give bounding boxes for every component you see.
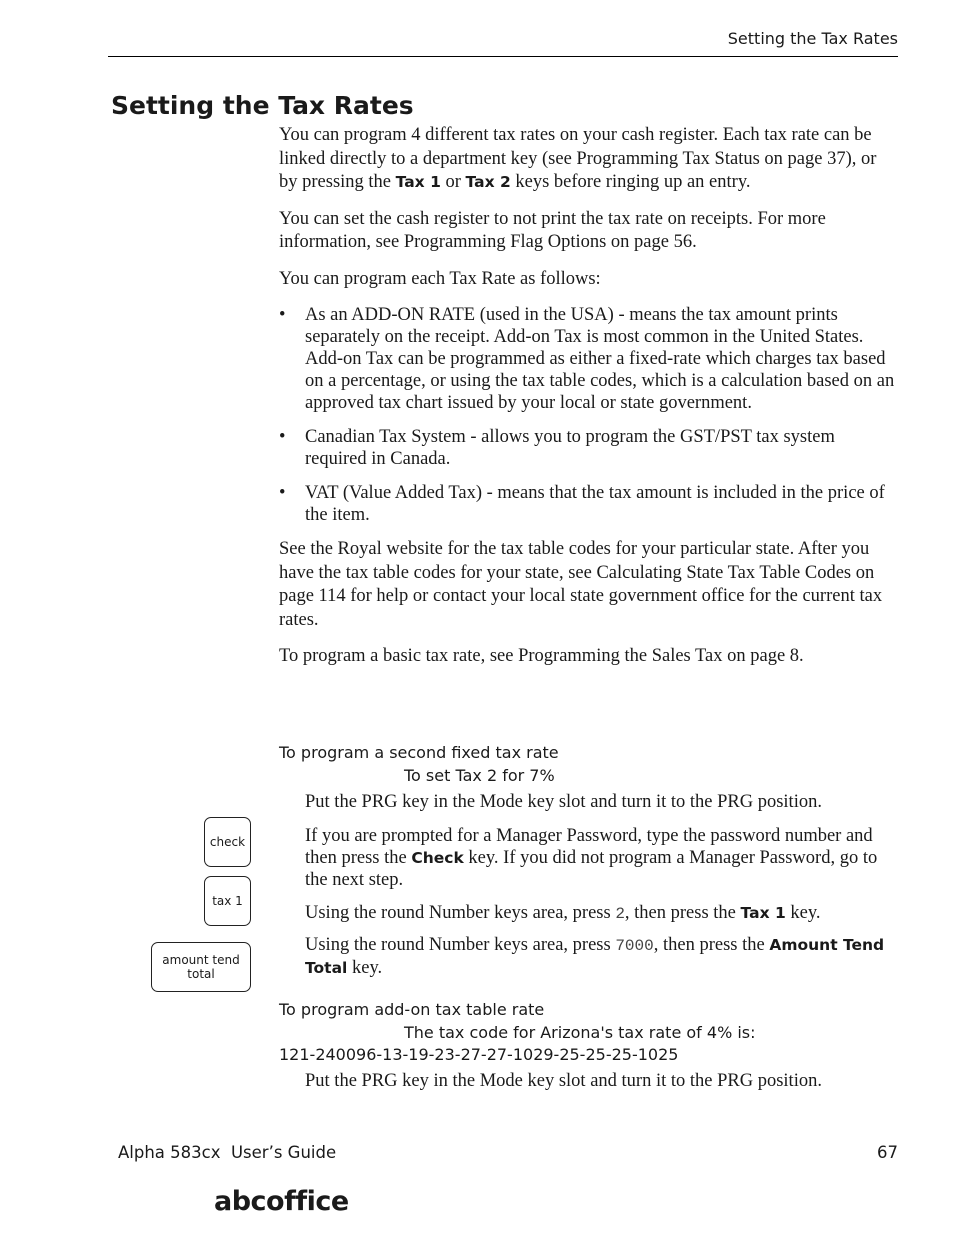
program-paragraph: You can program each Tax Rate as follows: <box>279 268 601 289</box>
step-4: Using the round Number keys area, press 7000, then press the Amount Tend Total key. <box>305 935 885 978</box>
header-rule <box>108 56 898 57</box>
key-code: 7000 <box>615 937 654 955</box>
intro-paragraph: You can program 4 different tax rates on your cash register. Each tax rate can be linked directly to a department key (see Programming Tax Status on page 37), or by pressing the Tax 1 or Tax 2 keys before ringing up an entry. <box>279 125 877 192</box>
procedure-heading: To program a second fixed tax rate <box>279 743 559 762</box>
step-1: Put the PRG key in the Mode key slot and turn it to the PRG position. <box>305 1071 822 1091</box>
website-paragraph: See the Royal website for the tax table codes for your particular state. After you have the tax table codes for your state, see Calculating State Tax Table Codes on page 114 for help or contact your local state government office for the current tax rates. <box>279 539 883 630</box>
list-item: • Canadian Tax System - allows you to program the GST/PST tax system required in Canada. <box>279 427 835 469</box>
tax1-keyword: Tax 1 <box>395 173 441 191</box>
bullet-icon: • <box>279 483 286 503</box>
amount-tend-total-keyword: Amount Tend Total <box>305 936 885 977</box>
tax-type-list <box>279 304 899 526</box>
running-header: Setting the Tax Rates <box>727 29 898 48</box>
amount-tend-total-key-icon: amount tend total <box>151 942 251 992</box>
key-code: 2 <box>615 905 625 923</box>
section-title: Setting the Tax Rates <box>111 91 414 120</box>
procedure-heading: To program add-on tax table rate <box>279 1000 545 1019</box>
check-key-icon: check <box>204 817 251 867</box>
procedure-example: To set Tax 2 for 7% <box>404 766 555 785</box>
section-body <box>279 124 899 682</box>
tax1-keyword: Tax 1 <box>740 904 786 922</box>
step-3: Using the round Number keys area, press 2, then press the Tax 1 key. <box>305 903 821 923</box>
bullet-icon: • <box>279 427 286 447</box>
footer-title: Alpha 583cx User’s Guide <box>118 1143 337 1162</box>
procedure-note: The tax code for Arizona's tax rate of 4% is: <box>404 1023 756 1042</box>
tax-code: 121-240096-13-19-23-27-27-1029-25-25-25-1025 <box>279 1045 679 1064</box>
check-keyword: Check <box>411 849 464 867</box>
page-number: 67 <box>877 1143 898 1162</box>
step-1: Put the PRG key in the Mode key slot and turn it to the PRG position. <box>305 792 822 812</box>
receipt-paragraph: You can set the cash register to not print the tax rate on receipts. For more information, see Programming Flag Options on page 56. <box>279 208 826 252</box>
basic-rate-paragraph: To program a basic tax rate, see Programming the Sales Tax on page 8. <box>279 646 804 666</box>
list-item: • VAT (Value Added Tax) - means that the tax amount is included in the price of the item. <box>279 483 885 525</box>
tax2-keyword: Tax 2 <box>465 173 511 191</box>
step-2: If you are prompted for a Manager Password, type the password number and then press the Check key. If you did not program a Manager Password, go to the next step. <box>305 826 878 890</box>
tax1-key-icon: tax 1 <box>204 876 251 926</box>
bullet-icon: • <box>279 305 286 325</box>
list-item: • As an ADD-ON RATE (used in the USA) - means the tax amount prints separately on the receipt. Add-on Tax is most common in the United States. Add-on Tax can be programmed as either a fixed-rate which charges tax based on a percentage, or using the tax table codes, which is a calculation based on an approved tax chart issued by your local or state government. <box>279 305 895 413</box>
brand-logo: abcoffice <box>214 1186 349 1217</box>
